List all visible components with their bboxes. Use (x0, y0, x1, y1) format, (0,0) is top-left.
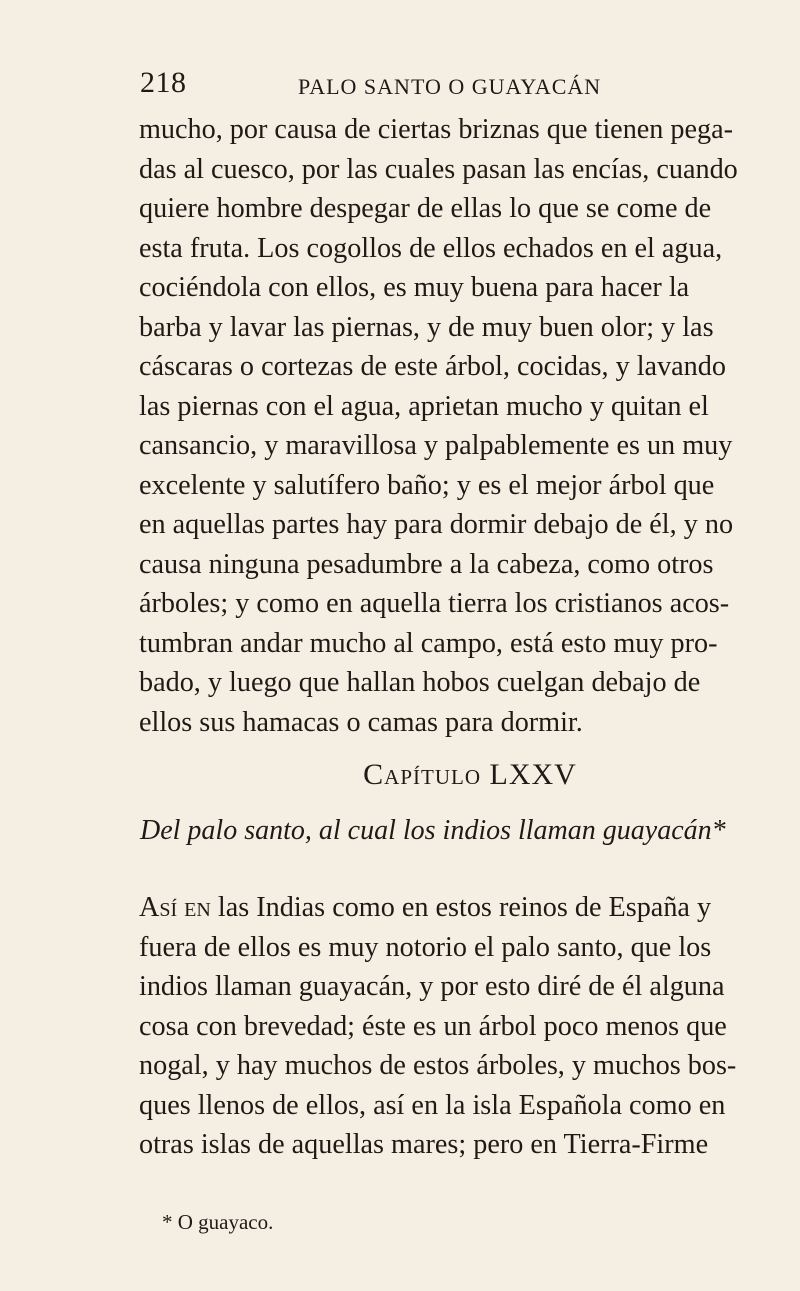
text-line: nogal, y hay muchos de estos árboles, y muchos bos- (139, 1050, 737, 1081)
text-line: ques llenos de ellos, así en la isla Española como en (139, 1089, 726, 1121)
chapter-heading: Capítulo LXXV (363, 758, 577, 791)
text-line: excelente y salutífero baño; y es el mejor árbol que (139, 469, 715, 501)
chapter-title: Del palo santo, al cual los indios llaman guayacán* (140, 815, 726, 846)
running-head (140, 66, 780, 106)
text-line: das al cuesco, por las cuales pasan las encías, cuando (139, 153, 738, 185)
text-line: bado, y luego que hallan hobos cuelgan debajo de (139, 667, 701, 698)
text-line: indios llaman guayacán, y por esto diré de él alguna (139, 971, 725, 1002)
text-line: causa ninguna pesadumbre a la cabeza, como otros (139, 548, 714, 580)
running-title: PALO SANTO O GUAYACÁN (298, 74, 602, 99)
page-number: 218 (140, 66, 187, 99)
text-line: árboles; y como en aquella tierra los cristianos acos- (139, 588, 730, 619)
paragraph-1 (139, 110, 779, 742)
paragraph-2 (139, 888, 779, 1165)
footnote: * O guayaco. (162, 1210, 274, 1234)
text-line: tumbran andar mucho al campo, está esto muy pro- (139, 627, 718, 659)
first-line-rest: las Indias como en estos reinos de España y (210, 892, 712, 923)
text-line: cáscaras o cortezas de este árbol, cocidas, y lavando (139, 351, 726, 382)
text-line: barba y lavar las piernas, y de muy buen olor; y las (139, 311, 714, 343)
text-line: fuera de ellos es muy notorio el palo santo, que los (139, 931, 712, 963)
text-line: cociéndola con ellos, es muy buena para hacer la (139, 272, 690, 303)
text-line: cansancio, y maravillosa y palpablemente es un muy (139, 430, 733, 461)
text-line: otras islas de aquellas mares; pero en Tierra-Firme (139, 1129, 709, 1160)
text-line-first (139, 888, 779, 928)
paragraph-lead: Así en (139, 892, 211, 923)
text-line: quiere hombre despegar de ellas lo que se come de (139, 193, 712, 224)
text-line: en aquellas partes hay para dormir debajo de él, y no (139, 509, 734, 540)
text-line: las piernas con el agua, aprietan mucho y quitan el (139, 390, 709, 422)
text-line: ellos sus hamacas o camas para dormir. (139, 706, 583, 738)
text-line: esta fruta. Los cogollos de ellos echados en el agua, (139, 232, 723, 264)
text-line: mucho, por causa de ciertas briznas que tienen pega- (139, 114, 734, 145)
text-line: cosa con brevedad; éste es un árbol poco menos que (139, 1010, 727, 1042)
